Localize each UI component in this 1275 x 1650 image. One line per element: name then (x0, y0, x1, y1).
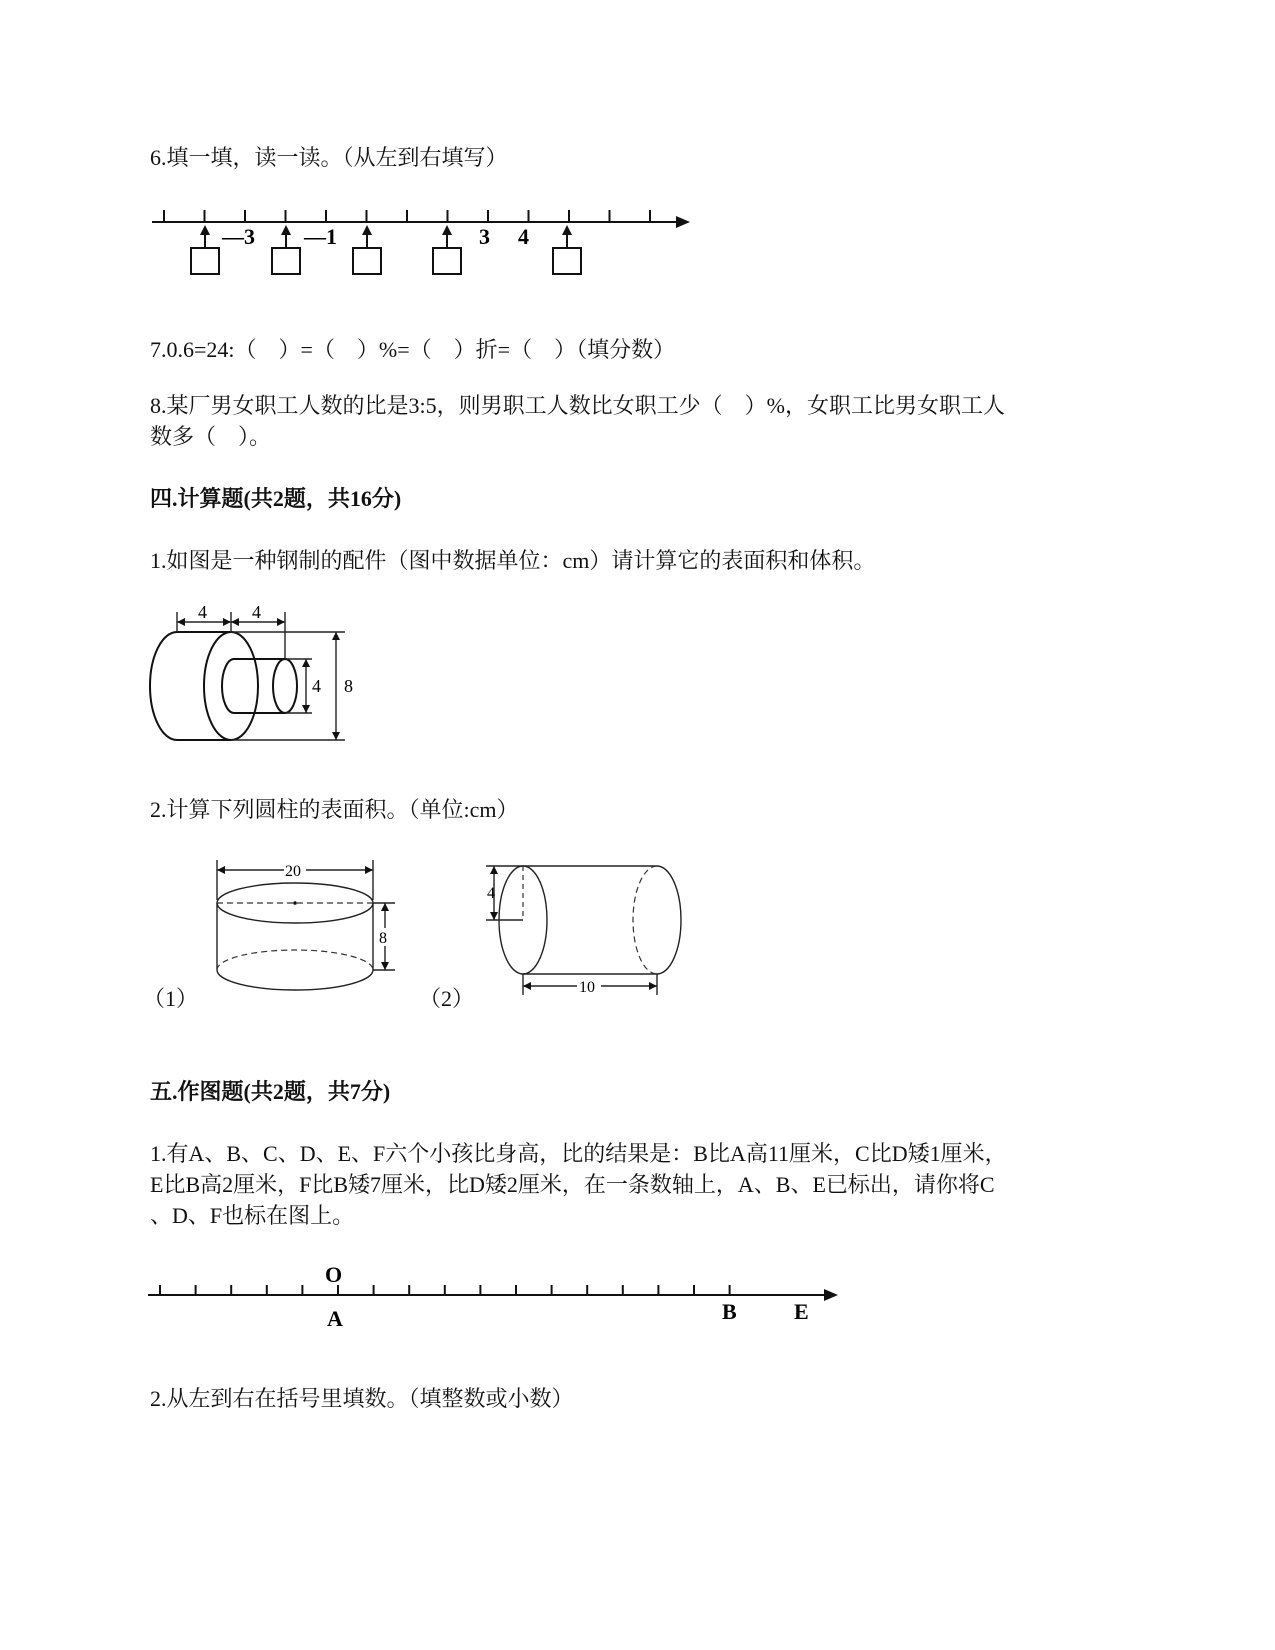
s5-q1-line3: 、D、F也标在图上。 (150, 1203, 355, 1228)
dim-top-left: 4 (198, 602, 207, 622)
s5-q1-line1: 1.有A、B、C、D、E、F六个小孩比身高，比的结果是：B比A高11厘米，C比D矮1厘米， (150, 1141, 1007, 1166)
s4-q1-text: 1.如图是一种钢制的配件（图中数据单位：cm）请计算它的表面积和体积。 (150, 548, 876, 573)
s5-q2-text: 2.从左到右在括号里填数。（填整数或小数） (150, 1386, 574, 1411)
dim-top-right: 4 (252, 602, 261, 622)
section5-title: 五.作图题(共2题，共7分) (150, 1079, 391, 1104)
fig2-length: 10 (579, 979, 595, 996)
s5-q1-line2: E比B高2厘米，F比B矮7厘米，比D矮2厘米，在一条数轴上，A、B、E已标出，请你将C (150, 1172, 995, 1197)
axis-point-a: A (327, 1306, 343, 1331)
q6-label-3: 3 (479, 224, 490, 249)
q8-line1: 8.某厂男女职工人数的比是3:5，则男职工人数比女职工少（ ）%，女职工比男女职工人 (150, 393, 1005, 418)
fig2-radius: 4 (487, 885, 495, 902)
axis-point-b: B (722, 1299, 737, 1324)
q6-text: 6.填一填，读一读。（从左到右填写） (150, 145, 508, 170)
axis-point-e: E (794, 1299, 809, 1324)
section4-title: 四.计算题(共2题，共16分) (150, 486, 402, 511)
fig2-label: （2） (419, 986, 475, 1011)
q6-label-neg1: —1 (304, 224, 337, 249)
dim-inner: 4 (312, 676, 321, 696)
fig1-label: （1） (143, 986, 199, 1011)
dim-outer: 8 (344, 676, 353, 696)
q6-label-neg3: —3 (222, 224, 255, 249)
fig1-diameter: 20 (285, 863, 301, 880)
fig1-height: 8 (379, 930, 387, 947)
q6-label-4: 4 (518, 224, 529, 249)
q8-line2: 数多（ ）。 (150, 424, 272, 449)
q7-text: 7.0.6=24:（ ）=（ ）%=（ ）折=（ ）（填分数） (150, 337, 676, 362)
s4-q2-text: 2.计算下列圆柱的表面积。（单位:cm） (150, 797, 519, 822)
axis-origin-label: O (325, 1262, 343, 1287)
